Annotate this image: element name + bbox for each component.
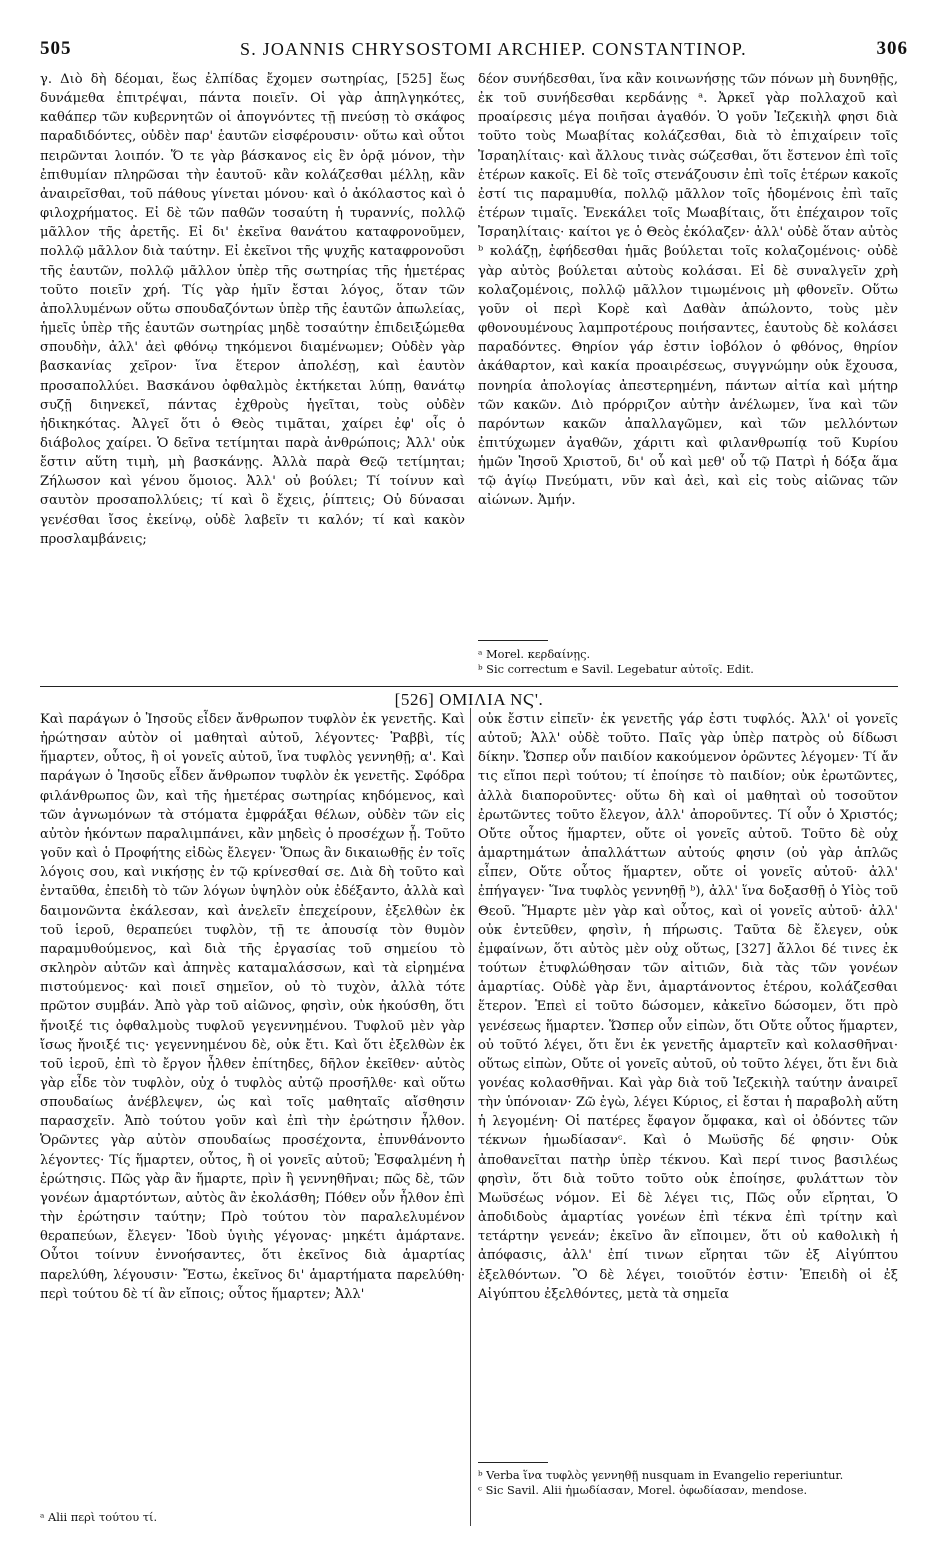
running-title: S. JOANNIS CHRYSOSTOMI ARCHIEP. CONSTANTINOP.	[240, 39, 747, 59]
top-right-column	[478, 70, 898, 511]
top-left-text: γ. Διὸ δὴ δέομαι, ἕως ἐλπίδας ἔχομεν σωτηρίας, [525] ἕως δυνάμεθα ἐπιτρέψαι, πάντα ποιεῖν. Οἱ γὰρ ἀπηλγηκότες, καθάπερ τῶν κυβερνητῶν οἱ ἀπογνόντες τῇ πνεύσῃ τὸ σκάφος παραδιδόντες, οὐδὲν παρ' ἑαυτῶν εἰσφέρουσιν· οὕτω καὶ οὗτοι πειρῶνται λοιπόν. Ὅ τε γὰρ βάσκανος εἰς ἓν ὁρᾷ μόνον, τὴν ἐπιθυμίαν πληρῶσαι τὴν ἑαυτοῦ· κἂν κολάζεσθαι μέλλῃ, κἂν ἀναιρεῖσθαι, τοῦ πάθους γίνεται μόνου· καὶ ὁ ἀκόλαστος καὶ ὁ φιλοχρήματος. Εἰ δὲ τῶν παθῶν τοσαύτη ἡ τυραννίς, πολλῷ μᾶλλον τῆς ἀρετῆς. Εἰ δι' ἐκεῖνα θανάτου καταφρονοῦμεν, πολλῷ μᾶλλον διὰ ταύτην. Εἰ ἐκεῖνοι τῆς ψυχῆς καταφρονοῦσι τῆς ἑαυτῶν, πολλῷ μᾶλλον ὑπὲρ τῆς σωτηρίας τῆς ἡμετέρας τοῦτο ποιεῖν χρή. Τίς γὰρ ἡμῖν ἔσται λόγος, ὅταν τῶν ἀπολλυμένων οὕτω σπουδαζόντων ὑπὲρ τῆς ἑαυτῶν ἀπωλείας, ἡμεῖς ὑπὲρ τῆς ἑαυτῶν σωτηρίας μηδὲ τοσαύτην ἐπιδειξώμεθα σπουδὴν, ἀλλ' ἀεὶ φθόνῳ τηκόμενοι διαμένωμεν; Οὐδὲν γὰρ βασκανίας χεῖρον· ἵνα ἕτερον ἀπολέσῃ, καὶ ἑαυτὸν προσαπολλύει. Βασκάνου ὀφθαλμὸς ἐκτήκεται λύπῃ, θανάτῳ συζῇ διηνεκεῖ, πάντας ἐχθροὺς ἡγεῖται, τοὺς οὐδὲν ἠδικηκότας. Ἀλγεῖ ὅτι ὁ Θεὸς τιμᾶται, χαίρει ἐφ' οἷς ὁ διάβολος χαίρει. Ὁ δεῖνα τετίμηται παρὰ ἀνθρώποις; Ἀλλ' οὐκ ἔστιν αὕτη τιμὴ, μὴ βασκάνῃς. Ἀλλὰ παρὰ Θεῷ τετίμηται; Ζήλωσον καὶ γένου ὅμοιος. Ἀλλ' οὐ βούλει; Τί τοίνυν καὶ σαυτὸν προσαπολλύεις; τί καὶ ὃ ἔχεις, ῥίπτεις; Οὐ δύνασαι γενέσθαι ἴσος ἐκείνῳ, οὐδὲ λαβεῖν τι καλόν; τί καὶ κακὸν προσλαμβάνεις;	[40, 72, 465, 547]
top-right-text: δέον συνήδεσθαι, ἵνα κἂν κοινωνήσῃς τῶν πόνων μὴ δυνηθῇς, ἐκ τοῦ συνήδεσθαι κερδάνῃς ᵃ. Ἀρκεῖ γὰρ πολλαχοῦ καὶ προαίρεσις μέγα ποιῆσαι ἀγαθόν. Ὁ γοῦν Ἰεζεκιὴλ φησι διὰ τοῦτο τοὺς Μωαβίτας κολάζεσθαι, διὰ τὸ ἐπιχαίρειν τοῖς Ἰσραηλίταις· καὶ ἄλλους τινὰς σώζεσθαι, ὅτι ἔστενον ἐπὶ τοῖς ἑτέρων κακοῖς. Εἰ δὲ τοῖς στενάζουσιν ἐπὶ τοῖς ἑτέρων κακοῖς ἐστί τις παραμυθία, πολλῷ μᾶλλον τοῖς ἡδομένοις ἐπὶ ταῖς ἑτέρων τιμαῖς. Ἐνεκάλει τοῖς Μωαβίταις, ὅτι ἐπέχαιρον τοῖς Ἰσραηλίταις· καίτοι γε ὁ Θεὸς ἐκόλαζεν· ἀλλ' οὐδὲ ὅταν αὐτὸς ᵇ κολάζῃ, ἐφήδεσθαι ἡμᾶς βούλεται τοῖς κολαζομένοις· οὐδὲ γὰρ αὐτὸς βούλεται αὐτοὺς κολάσαι. Εἰ δὲ συναλγεῖν χρὴ κολαζομένοις, πολλῷ μᾶλλον τιμωμένοις μὴ φθονεῖν. Οὕτω γοῦν οἱ περὶ Κορὲ καὶ Δαθὰν ἀπώλοντο, τοὺς μὲν φθονουμένους λαμπροτέρους ποιήσαντες, ἑαυτοὺς δὲ κολάσει παραδόντες. Θηρίον γάρ ἐστιν ἰοβόλον ὁ φθόνος, θηρίον ἀκάθαρτον, καὶ κακία προαιρέσεως, συγγνώμην οὐκ ἔχουσα, πονηρία ἀπολογίας ἀπεστερημένη, πάντων αἰτία καὶ μήτηρ τῶν κακῶν. Διὸ πρόρριζον αὐτὴν ἀνέλωμεν, ἵνα καὶ τῶν παρόντων κακῶν ἀπαλλαγῶμεν, καὶ τῶν μελλόντων ἐπιτύχωμεν ἀγαθῶν, χάριτι καὶ φιλανθρωπίᾳ τοῦ Κυρίου ἡμῶν Ἰησοῦ Χριστοῦ, δι' οὗ καὶ μεθ' οὗ τῷ Πατρὶ ἡ δόξα ἅμα τῷ ἁγίῳ Πνεύματι, νῦν καὶ ἀεὶ, καὶ εἰς τοὺς αἰῶνας τῶν αἰώνων. Ἀμήν.	[478, 72, 898, 509]
footnote-rule-bottom	[478, 1462, 548, 1463]
running-header	[40, 38, 908, 62]
footnote-b-bottom: ᵇ Verba ἵνα τυφλὸς γεννηθῇ nusquam in Evangelio reperiuntur.	[478, 1468, 844, 1482]
footnote-rule	[478, 640, 548, 641]
page-number-left: 505	[40, 38, 72, 59]
footnotes-bottom-left	[40, 1510, 465, 1525]
bottom-right-text: οὐκ ἔστιν εἰπεῖν· ἐκ γενετῆς γάρ ἐστι τυφλός. Ἀλλ' οἱ γονεῖς αὐτοῦ; Ἀλλ' οὐδὲ τοῦτο. Παῖς γὰρ ὑπὲρ πατρὸς οὐ δίδωσι δίκην. Ὥσπερ οὖν παιδίον κακούμενον ὁρῶντες λέγομεν· Τί ἄν τις εἴποι περὶ τούτου; τί ἐποίησε τὸ παιδίον; οὐκ ἐρωτῶντες, ἀλλὰ διαποροῦντες· οὕτω δὴ καὶ οἱ μαθηταὶ οὐ τοσοῦτον ἐρωτῶντες τοῦτο ἔλεγον, ἀλλ' ἀποροῦντες. Τί οὖν ὁ Χριστός; Οὔτε οὗτος ἥμαρτεν, οὔτε οἱ γονεῖς αὐτοῦ. Τοῦτο δὲ οὐχ ἁμαρτημάτων ἀπαλλάττων αὐτούς φησιν (οὐ γὰρ ἁπλῶς εἶπεν, Οὔτε οὗτος ἥμαρτεν, οὔτε οἱ γονεῖς αὐτοῦ· ἀλλ' ἐπήγαγεν· Ἵνα τυφλὸς γεννηθῇ ᵇ), ἀλλ' ἵνα δοξασθῇ ὁ Υἱὸς τοῦ Θεοῦ. Ἥμαρτε μὲν γὰρ καὶ οὗτος, καὶ οἱ γονεῖς αὐτοῦ· ἀλλ' οὐκ ἐντεῦθεν, φησὶν, ἡ πήρωσις. Ταῦτα δὲ ἔλεγεν, οὐκ ἐμφαίνων, ὅτι αὐτὸς μὲν οὐχ οὕτως, [327] ἄλλοι δέ τινες ἐκ τούτων ἐτυφλώθησαν τῶν αἰτιῶν, διὰ τὰς τῶν γονέων ἁμαρτίας. Οὐδὲ γὰρ ἔνι, ἁμαρτάνοντος ἑτέρου, κολάζεσθαι ἕτερον. Ἐπεὶ εἰ τοῦτο δώσομεν, κἀκεῖνο δώσομεν, ὅτι πρὸ γενέσεως ἥμαρτεν. Ὥσπερ οὖν εἰπὼν, ὅτι Οὔτε οὗτος ἥμαρτεν, οὐ τοῦτό λέγει, ὅτι ἔνι ἐκ γενετῆς ἁμαρτεῖν καὶ κολασθῆναι· οὕτως εἰπὼν, Οὔτε οἱ γονεῖς αὐτοῦ, οὐ τοῦτο λέγει, ὅτι ἔνι διὰ γονέας κολασθῆναι. Καὶ γὰρ διὰ τοῦ Ἰεζεκιὴλ ταύτην ἀναιρεῖ τὴν ὑπόνοιαν· Ζῶ ἐγὼ, λέγει Κύριος, εἰ ἔσται ἡ παραβολὴ αὕτη ἡ λεγομένη· Οἱ πατέρες ἔφαγον ὄμφακα, καὶ οἱ ὀδόντες τῶν τέκνων ἡμωδίασανᶜ. Καὶ ὁ Μωϋσῆς δέ φησιν· Οὐκ ἀποθανεῖται πατὴρ ὑπὲρ τέκνου. Καὶ περί τινος βασιλέως φησὶν, ὅτι διὰ τοῦτο τοῦτο οὐκ ἐποίησε, φυλάττων τὸν Μωϋσέως νόμον. Εἰ δὲ λέγει τις, Πῶς οὖν εἴρηται, Ὁ ἀποδιδοὺς ἁμαρτίας γονέων ἐπὶ τέκνα ἐπὶ τρίτην καὶ τετάρτην γενεάν; ἐκεῖνο ἂν εἴποιμεν, ὅτι οὐ καθολικὴ ἡ ἀπόφασις, ἀλλ' ἐπί τινων εἴρηται τῶν ἐξ Αἰγύπτου ἐξελθόντων. Ὃ δὲ λέγει, τοιοῦτόν ἐστιν· Ἐπειδὴ οἱ ἐξ Αἰγύπτου ἐξελθόντες, μετὰ τὰ σημεῖα	[478, 712, 898, 1302]
top-left-column	[40, 70, 465, 549]
footnote-a-top: ᵃ Morel. κερδαίνῃς.	[478, 647, 591, 661]
page-number-right: 306	[876, 38, 908, 59]
footnote-c-bottom: ᶜ Sic Savil. Alii ἡμωδίασαν, Morel. ὀφωδίασαν, mendose.	[478, 1483, 808, 1497]
footnote-a-bottom: ᵃ Alii περὶ τούτου τί.	[40, 1510, 158, 1524]
homily-title: [526] ΟΜΙΛΙΑ ΝϚ'.	[394, 690, 544, 709]
section-divider	[40, 686, 898, 687]
bottom-left-text: Καὶ παράγων ὁ Ἰησοῦς εἶδεν ἄνθρωπον τυφλὸν ἐκ γενετῆς. Καὶ ἠρώτησαν αὐτὸν οἱ μαθηταὶ αὐτοῦ, λέγοντες· Ῥαββὶ, τίς ἥμαρτεν, οὗτος, ἢ οἱ γονεῖς αὐτοῦ, ἵνα τυφλὸς γεννηθῇ; α'. Καὶ παράγων ὁ Ἰησοῦς εἶδεν ἄνθρωπον τυφλὸν ἐκ γενετῆς. Σφόδρα φιλάνθρωπος ὢν, καὶ τῆς ἡμετέρας σωτηρίας κηδόμενος, καὶ τῶν ἀγνωμόνων τὰ στόματα ἐμφράξαι θέλων, οὐδὲν τῶν εἰς αὐτὸν ἡκόντων παραλιμπάνει, κἂν μηδεὶς ὁ προσέχων ᾖ. Τοῦτο γοῦν καὶ ὁ Προφήτης εἰδὼς ἔλεγεν· Ὅπως ἂν δικαιωθῇς ἐν τοῖς λόγοις σου, καὶ νικήσῃς ἐν τῷ κρίνεσθαί σε. Διὰ δὴ τοῦτο καὶ ἐνταῦθα, ἐπειδὴ τὸ τῶν λόγων ὑψηλὸν οὐκ ἐδέξαντο, ἀλλὰ καὶ δαιμονῶντα ἐκάλεσαν, καὶ ἀνελεῖν ἐπεχείρουν, ἐξελθὼν ἐκ τοῦ ἱεροῦ, θεραπεύει τυφλὸν, τῇ τε ἀπουσίᾳ τὸν θυμὸν παραμυθούμενος, καὶ διὰ τῆς ἐργασίας τοῦ σημείου τὸ σκληρὸν αὐτῶν καὶ ἀπηνὲς καταμαλάσσων, καὶ τὰ εἰρημένα πιστούμενος· καὶ ποιεῖ σημεῖον, οὐ τὸ τυχὸν, ἀλλὰ τότε πρῶτον συμβάν. Ἀπὸ γὰρ τοῦ αἰῶνος, φησὶν, οὐκ ἠκούσθη, ὅτι ἤνοιξέ τις ὀφθαλμοὺς τυφλοῦ γεγεννημένου. Τυφλοῦ μὲν γὰρ ἴσως ἤνοιξέ τις· γεγεννημένου δὲ, οὐκ ἔτι. Καὶ ὅτι ἐξελθὼν ἐκ τοῦ ἱεροῦ, ἐπὶ τὸ ἔργον ἦλθεν ἐπίτηδες, δῆλον ἐκεῖθεν· αὐτὸς γὰρ εἶδε τὸν τυφλὸν, οὐχ ὁ τυφλὸς αὐτῷ προσῆλθε· καὶ οὕτω σπουδαίως ἀνέβλεψεν, ὡς καὶ τοῖς μαθηταῖς αἴσθησιν παρασχεῖν. Ἀπὸ τούτου γοῦν καὶ ἐπὶ τὴν ἐρώτησιν ἦλθον. Ὁρῶντες γὰρ αὐτὸν σπουδαίως προσέχοντα, ἐπυνθάνοντο λέγοντες· Τίς ἥμαρτεν, οὗτος, ἢ οἱ γονεῖς αὐτοῦ; Ἐσφαλμένη ἡ ἐρώτησις. Πῶς γὰρ ἂν ἥμαρτε, πρὶν ἢ γεννηθῆναι; πῶς δὲ, τῶν γονέων ἁμαρτόντων, αὐτὸς ἂν ἐκολάσθη; Πόθεν οὖν ἦλθον ἐπὶ τὴν ἐρώτησιν ταύτην; Πρὸ τούτου τὸν παραλελυμένον θεραπεύων, ἔλεγεν· Ἰδοὺ ὑγιὴς γέγονας· μηκέτι ἁμάρτανε. Οὗτοι τοίνυν ἐννοήσαντες, ὅτι ἐκεῖνος διὰ ἁμαρτίας παρελύθη, λέγουσιν· Ἔστω, ἐκεῖνος δι' ἁμαρτήματα παρελύθη· περὶ τούτου δὲ τί ἂν εἴποις; οὗτος ἥμαρτεν; Ἀλλ'	[40, 712, 465, 1302]
footnotes-bottom-right	[478, 1462, 898, 1498]
bottom-right-column	[478, 710, 898, 1304]
footnotes-top	[478, 640, 898, 677]
bottom-left-column	[40, 710, 465, 1304]
column-separator	[470, 708, 471, 1526]
footnote-b-top: ᵇ Sic correctum e Savil. Legebatur αὐτοῖς. Edit.	[478, 662, 754, 676]
